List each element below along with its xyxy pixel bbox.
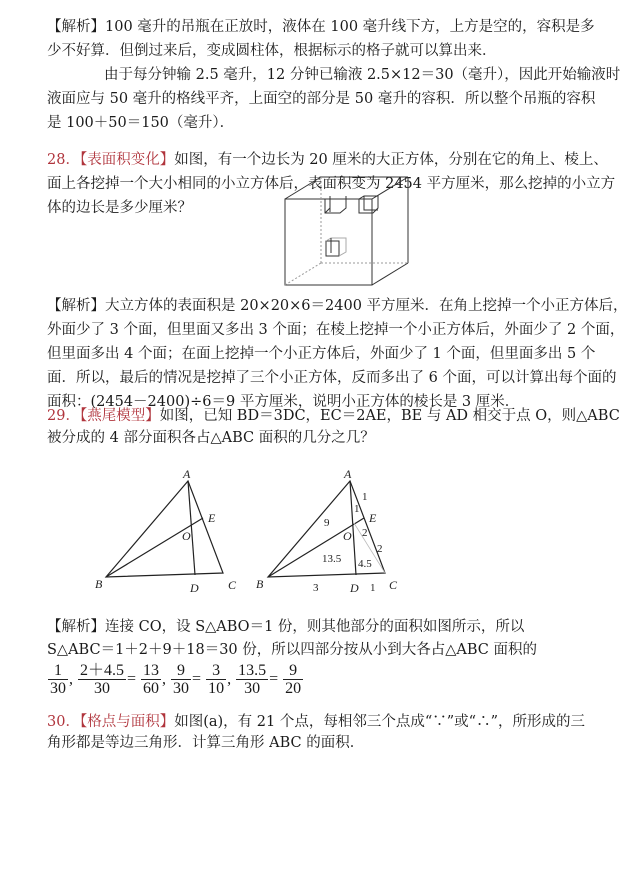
label-c: C [389,578,398,592]
question-text: 如图，有一个边长为 20 厘米的大正方体，分别在它的角上、棱上、 [174,152,608,168]
analysis-28-line: 面积：(2454－2400)÷6＝9 平方厘米，说明小正方体的棱长是 3 厘米． [47,394,520,410]
question-number: 28． [47,152,80,168]
triangle-right [268,481,385,577]
analysis-27-line: 少不好算．但倒过来后，变成圆柱体，根据标示的格子就可以算出来． [47,43,497,59]
fraction-row: $\frac{1}{30}$ , $\frac{2+4.5}{30}$ = $\frac{13}{60}$ , $\frac{9}{30}$ = $\frac{3}{10}$ , $\frac{13.5}{30}$ = $\frac{9}{20}$ [50,662,302,697]
analysis-29-line: 【解析】连接 CO，设 S△ABO＝1 份，则其他部分的面积如图所示，所以 [47,619,525,635]
label-a: A [183,467,191,481]
analysis-27-line: 液面应与 50 毫升的格线平齐，上面空的部分是 50 毫升的容积．所以整个吊瓶的容积 [47,91,596,107]
fraction: $\frac{9}{30}$ [173,662,190,697]
segment-bd: 3 [313,582,319,594]
fraction: $\frac{3}{10}$ [208,662,225,697]
label-a: A [344,467,352,481]
analysis-29-line: S△ABC＝1＋2＋9＋18＝30 份，所以四部分按从小到大各占△ABC 面积的 [47,642,538,658]
fraction: $\frac{9}{20}$ [285,662,302,697]
analysis-27-line: 【解析】100 毫升的吊瓶在正放时，液体在 100 毫升线下方，上方是空的，容积是多 [47,19,595,35]
label-d: D [350,581,359,595]
label-e: E [208,511,216,525]
analysis-27-line: 由于每分钟输 2.5 毫升，12 分钟已输液 2.5×12＝30（毫升），因此开始输液时 [104,67,621,83]
area-bod: 13.5 [322,553,342,565]
analysis-28-line: 【解析】大立方体的表面积是 20×20×6＝2400 平方厘米．在角上挖掉一个小正方体后， [47,298,628,314]
question-28-line: 面上各挖掉一个大小相同的小立方体后，表面积变为 2454 平方厘米，那么挖掉的小立方 [47,176,616,192]
question-28-line: 体的边长是多少厘米？ [47,200,192,216]
question-29-line: 被分成的 4 部分面积各占△ABC 面积的几分之几？ [47,430,375,446]
label-d: D [190,581,199,595]
label-o: O [182,529,191,543]
analysis-28-line: 但里面多出 4 个面；在面上挖掉一个小正方体后，外面少了 1 个面，但里面多出 5 个 [47,346,596,362]
question-tag: 【格点与面积】 [79,714,175,730]
area-aeo: 1 [354,503,360,515]
analysis-27-line: 是 100＋50＝150（毫升）． [47,115,235,131]
question-28-line [47,150,608,170]
question-text: 如图(a)，有 21 个点，每相邻三个点成“∵”或“∴”，所形成的三 [174,714,585,730]
label-c: C [228,578,237,592]
label-e: E [369,511,377,525]
question-number: 30． [47,714,80,730]
area-abo: 9 [324,517,330,529]
fraction: $\frac{1}{30}$ [50,662,66,697]
question-30-line: 角形都是等边三角形．计算三角形 ABC 的面积． [47,735,365,751]
area-eoc: 2 [362,527,368,539]
label-b: B [256,577,264,591]
question-tag: 【表面积变化】 [79,152,175,168]
question-text: 如图，已知 BD＝3DC，EC＝2AE，BE 与 AD 相交于点 O，则△ABC [159,408,620,424]
area-odc: 4.5 [358,558,372,570]
label-b: B [95,577,103,591]
question-30-line [47,712,585,732]
analysis-28-line: 外面少了 3 个面，但里面又多出 3 个面；在棱上挖掉一个小正方体后，外面少了 2 个面， [47,322,625,338]
fraction: $\frac{2+4.5}{30}$ [80,662,125,697]
question-29-line [47,406,620,426]
segment-ae: 1 [362,491,368,503]
label-o: O [343,529,352,543]
question-number: 29． [47,408,80,424]
fraction: $\frac{13}{60}$ [143,662,160,697]
triangle-left [106,481,223,577]
segment-dc: 1 [370,582,376,594]
fraction: $\frac{13.5}{30}$ [238,662,267,697]
question-tag: 【燕尾模型】 [79,408,160,424]
segment-ec: 2 [377,543,383,555]
analysis-28-line: 面．所以，最后的情况是挖掉了三个小正方体，反而多出了 6 个面，可以计算出每个面的 [47,370,617,386]
